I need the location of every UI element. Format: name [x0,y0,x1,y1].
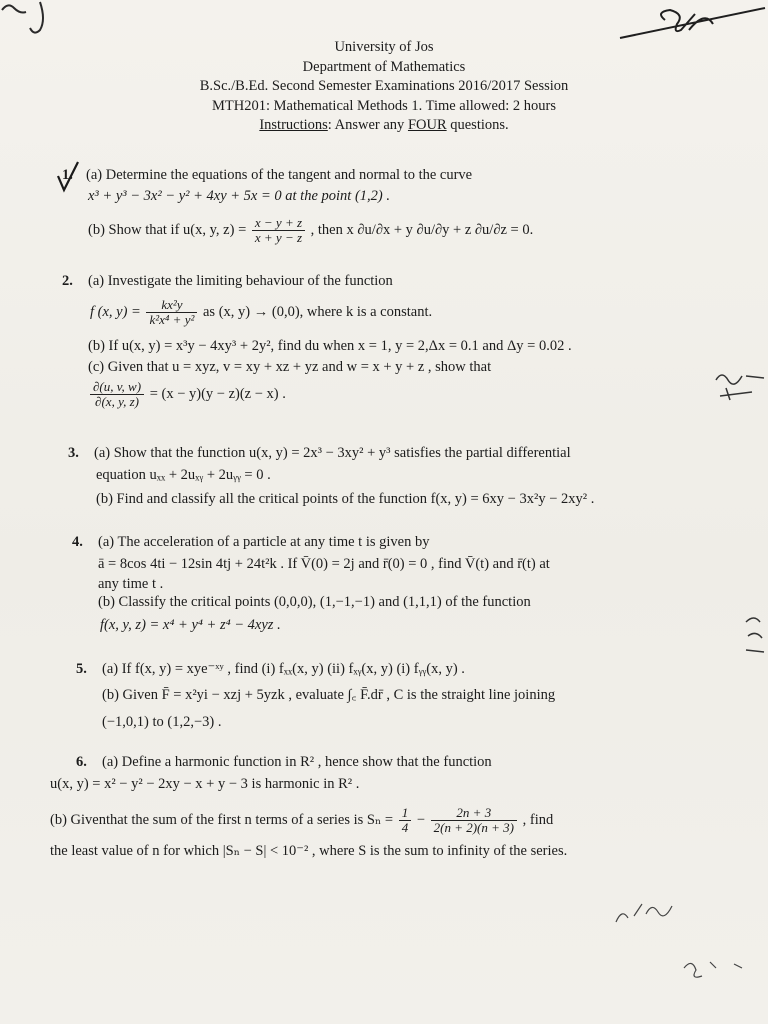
scribble-bottom-1 [612,888,692,928]
course-info: MTH201: Mathematical Methods 1. Time allowed: 2 hours [212,97,556,114]
q3-pde: equation uₓₓ + 2uₓᵧ + 2uᵧᵧ = 0 . [96,467,271,483]
q2-part-a: (a) Investigate the limiting behaviour of the function [88,273,393,289]
q5-part-b: (b) Given F̄ = x²yi − xzj + 5yzk , evaluate ∫꜀ F̄.dr̄ , C is the straight line joining [102,687,556,703]
exam-header [0,38,768,136]
q5-part-a: (a) If f(x, y) = xye⁻ˣʸ , find (i) fₓₓ(x, y) (ii) fₓᵧ(x, y) (i) fᵧᵧ(x, y) . [102,661,465,677]
q2-c-denominator: ∂(x, y, z) [95,394,140,409]
q6-number: 6. [76,754,87,770]
q6-part-a: (a) Define a harmonic function in R² , hence show that the function [102,754,492,770]
scribble-top-left [0,0,120,40]
q2-part-b: (b) If u(x, y) = x³y − 4xy³ + 2y², find du when x = 1, y = 2,Δx = 0.1 and Δy = 0.02 . [88,338,572,354]
department-name: Department of Mathematics [302,58,466,75]
q6-b-pre: (b) Giventhat the sum of the first n terms of a series is Sₙ = [50,811,394,828]
q6-b-minus: − [416,811,425,828]
q2-function [90,298,432,327]
q4-any-time: any time t . [98,576,164,592]
q4-function: f(x, y, z) = x⁴ + y⁴ + z⁴ − 4xyz . [100,617,281,633]
q2-a-pre: f (x, y) = [90,303,141,320]
q1-b-denominator: x + y − z [254,230,303,245]
q2-a-fraction [146,298,197,327]
margin-scribble-edge [742,612,768,662]
q6-b-post: , find [522,811,554,828]
q3-number: 3. [68,445,79,461]
q2-part-c: (c) Given that u = xyz, v = xy + xz + yz and w = x + y + z , show that [88,359,492,375]
q2-a-denominator: k²x⁴ + y² [149,312,195,327]
q4-part-a: (a) The acceleration of a particle at any time t is given by [98,534,430,550]
q1-number: 1. [62,167,73,183]
q1-curve-equation: x³ + y³ − 3x² − y² + 4xy + 5x = 0 at the point (1,2) . [88,188,390,204]
q4-number: 4. [72,534,83,550]
q2-jacobian [88,380,286,409]
q1-b-numerator: x − y + z [252,216,305,231]
q6-b-fraction-2 [431,806,517,835]
q1-b-pre: (b) Show that if u(x, y, z) = [88,221,247,238]
q6-harmonic-function: u(x, y) = x² − y² − 2xy − x + y − 3 is harmonic in R² . [50,776,360,792]
instructions-count: FOUR [407,117,447,133]
q6-b-fraction-1 [399,806,412,835]
university-name: University of Jos [334,39,434,55]
instructions-label: Instructions [259,117,328,133]
q3-part-b: (b) Find and classify all the critical points of the function f(x, y) = 6xy − 3x²y − 2xy² . [96,491,595,507]
q1-b-fraction [252,216,305,245]
q5-number: 5. [76,661,87,677]
margin-scribble-right [712,366,768,406]
q6-b-frac1-num: 1 [399,806,412,821]
q6-b-frac2-num: 2n + 3 [431,806,517,821]
instructions [0,116,768,136]
exam-title: B.Sc./B.Ed. Second Semester Examinations 2016/2017 Session [199,78,569,94]
q2-c-fraction [90,380,144,409]
q4-acceleration: ā = 8cos 4ti − 12sin 4tj + 24t²k . If V̄(0) = 2j and r̄(0) = 0 , find V̄(t) and r̄(t) at [98,556,550,572]
q1-part-a: (a) Determine the equations of the tangent and normal to the curve [86,167,473,183]
scribble-bottom-2 [680,950,760,985]
q2-c-numerator: ∂(u, v, w) [90,380,144,395]
q2-c-post: = (x − y)(y − z)(z − x) . [149,385,286,402]
q2-a-post: as (x, y) → (0,0), where k is a constant. [203,303,433,320]
instructions-end: questions. [446,117,509,133]
q6-b-frac2-den: 2(n + 2)(n + 3) [433,820,514,835]
q6-least-value: the least value of n for which |Sₙ − S| < 10⁻² , where S is the sum to infinity of the series. [50,843,568,859]
q1-part-b [88,216,533,245]
q2-a-numerator: kx²y [146,298,197,313]
instructions-text: : Answer any [327,117,408,133]
q1-b-post: , then x ∂u/∂x + y ∂u/∂y + z ∂u/∂z = 0. [310,221,534,238]
q6-part-b [50,806,553,835]
q4-part-b: (b) Classify the critical points (0,0,0), (1,−1,−1) and (1,1,1) of the function [98,594,531,610]
q6-b-frac1-den: 4 [401,820,409,835]
q2-number: 2. [62,273,73,289]
q5-line-points: (−1,0,1) to (1,2,−3) . [102,714,222,730]
q3-part-a: (a) Show that the function u(x, y) = 2x³ − 3xy² + y³ satisfies the partial differential [94,445,571,461]
